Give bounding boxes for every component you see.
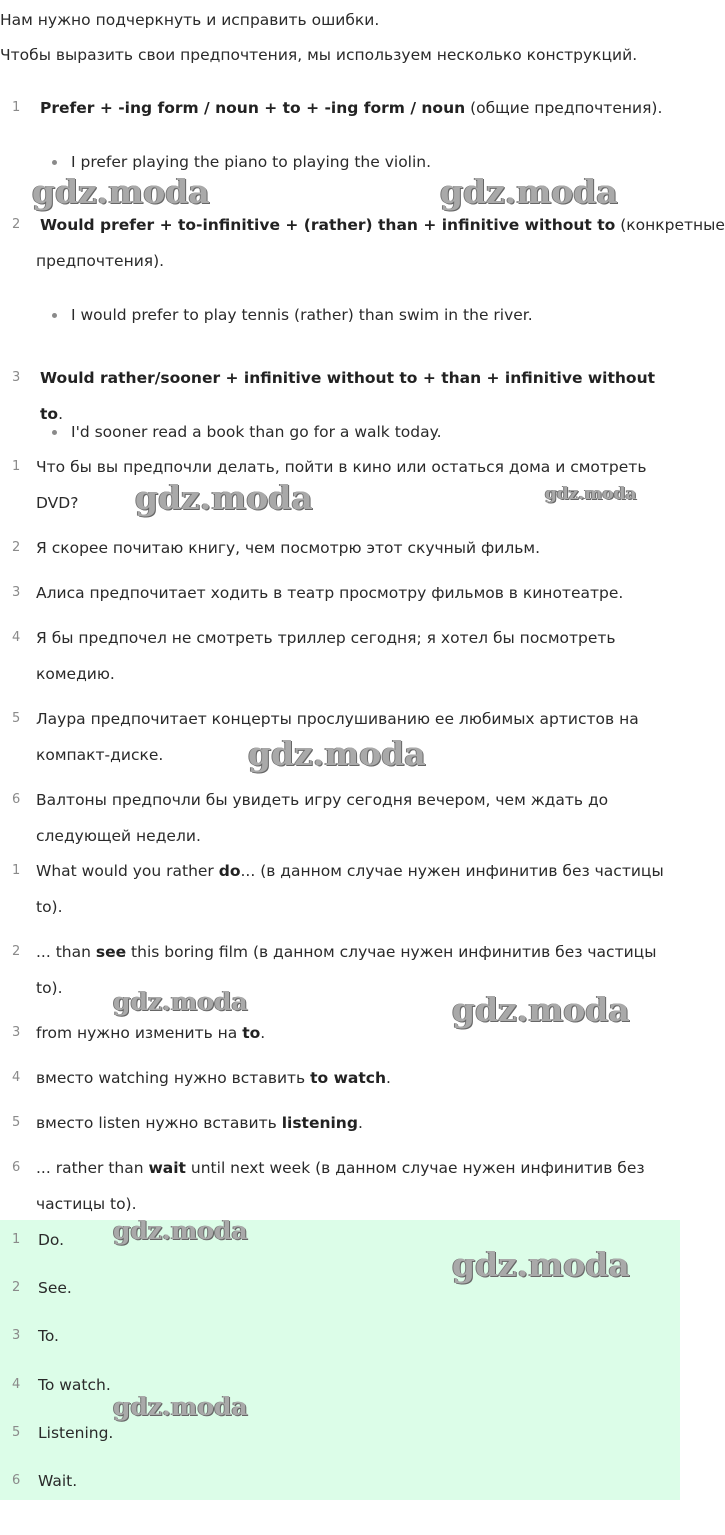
correction-text: .	[386, 1069, 391, 1087]
correction-text: to).	[36, 979, 63, 997]
list-number: 5	[12, 1115, 21, 1130]
answer-text: See.	[38, 1279, 72, 1297]
watermark-logo: gdz.moda	[452, 990, 630, 1029]
correction-text: вместо watching нужно вставить	[36, 1069, 311, 1087]
rule-formula: Would prefer + to-infinitive + (rather) than + infinitive without to	[40, 216, 616, 234]
list-number: 3	[12, 370, 21, 385]
correction-answer: listening	[281, 1114, 358, 1132]
translation-text: Я скорее почитаю книгу, чем посмотрю этот скучный фильм.	[36, 539, 541, 557]
translation-text: DVD?	[36, 494, 79, 512]
translation-text: Я бы предпочел не смотреть триллер сегодня; я хотел бы посмотреть	[36, 629, 616, 647]
list-number: 5	[12, 711, 21, 726]
correction-answer: see	[95, 943, 127, 961]
correction-answer: do	[218, 862, 241, 880]
answer-text: To.	[38, 1327, 59, 1345]
correction-text: ... rather than	[36, 1159, 149, 1177]
watermark-logo: gdz.moda	[440, 172, 618, 211]
list-number: 1	[12, 100, 21, 115]
watermark-logo: gdz.moda	[113, 1392, 248, 1421]
translation-text: комедию.	[36, 665, 115, 683]
example-text: I would prefer to play tennis (rather) than swim in the river.	[71, 306, 533, 324]
list-number: 3	[12, 1328, 21, 1343]
correction-text: ... (в данном случае нужен инфинитив без частицы	[240, 862, 664, 880]
translation-text: Что бы вы предпочли делать, пойти в кино или остаться дома и смотреть	[36, 458, 647, 476]
list-number: 4	[12, 1070, 21, 1085]
correction-text: вместо listen нужно вставить	[36, 1114, 282, 1132]
list-number: 3	[12, 585, 21, 600]
answer-text: Do.	[38, 1231, 65, 1249]
intro-line-1: Нам нужно подчеркнуть и исправить ошибки.	[0, 11, 380, 29]
correction-text: until next week (в данном случае нужен инфинитив без	[185, 1159, 645, 1177]
list-number: 1	[12, 1232, 21, 1247]
watermark-logo: gdz.moda	[135, 478, 313, 517]
translation-text: следующей недели.	[36, 827, 201, 845]
intro-line-2: Чтобы выразить свои предпочтения, мы используем несколько конструкций.	[0, 46, 638, 64]
rule-note: (конкретные	[615, 216, 725, 234]
rule-formula: Prefer + -ing form / noun + to + -ing form / noun	[40, 99, 466, 117]
watermark-logo: gdz.moda	[248, 734, 426, 773]
list-number: 2	[12, 944, 21, 959]
list-number: 6	[12, 1473, 21, 1488]
correction-text: ... than	[36, 943, 96, 961]
list-number: 1	[12, 459, 21, 474]
list-number: 4	[12, 630, 21, 645]
correction-answer: to watch	[310, 1069, 386, 1087]
list-number: 5	[12, 1425, 21, 1440]
rule-note: предпочтения).	[36, 252, 165, 270]
translation-text: Валтоны предпочли бы увидеть игру сегодня вечером, чем ждать до	[36, 791, 609, 809]
example-text: I prefer playing the piano to playing the violin.	[71, 153, 432, 171]
watermark-logo: gdz.moda	[32, 172, 210, 211]
answer-text: Listening.	[38, 1424, 114, 1442]
watermark-logo: gdz.moda	[545, 484, 637, 504]
rule-note: .	[58, 405, 63, 423]
list-number: 2	[12, 1280, 21, 1295]
example-text: I'd sooner read a book than go for a walk today.	[71, 423, 442, 441]
list-number: 4	[12, 1377, 21, 1392]
answer-text: Wait.	[38, 1472, 78, 1490]
list-number: 1	[12, 863, 21, 878]
correction-text: .	[260, 1024, 266, 1042]
translation-text: Лаура предпочитает концерты прослушиванию ее любимых артистов на	[36, 710, 639, 728]
translation-text: компакт-диске.	[36, 746, 164, 764]
rule-note: (общие предпочтения).	[465, 99, 663, 117]
list-number: 2	[12, 217, 21, 232]
watermark-logo: gdz.moda	[452, 1245, 630, 1284]
bullet-dot	[52, 430, 57, 435]
correction-text: this boring film (в данном случае нужен инфинитив без частицы	[126, 943, 657, 961]
correction-answer: to	[242, 1024, 261, 1042]
correction-text: частицы to).	[36, 1195, 137, 1213]
bullet-dot	[52, 313, 57, 318]
answer-text: To watch.	[38, 1376, 111, 1394]
correction-answer: wait	[148, 1159, 186, 1177]
list-number: 6	[12, 792, 21, 807]
watermark-logo: gdz.moda	[113, 987, 248, 1016]
watermark-logo: gdz.moda	[113, 1216, 248, 1245]
list-number: 6	[12, 1160, 21, 1175]
list-number: 3	[12, 1025, 21, 1040]
translation-text: Алиса предпочитает ходить в театр просмотру фильмов в кинотеатре.	[36, 584, 624, 602]
correction-text: from нужно изменить на	[36, 1024, 243, 1042]
rule-formula: Would rather/sooner + infinitive without to + than + infinitive without to	[40, 369, 656, 423]
bullet-dot	[52, 160, 57, 165]
correction-text: to).	[36, 898, 63, 916]
list-number: 2	[12, 540, 21, 555]
correction-text: .	[357, 1114, 363, 1132]
correction-text: What would you rather	[36, 862, 219, 880]
